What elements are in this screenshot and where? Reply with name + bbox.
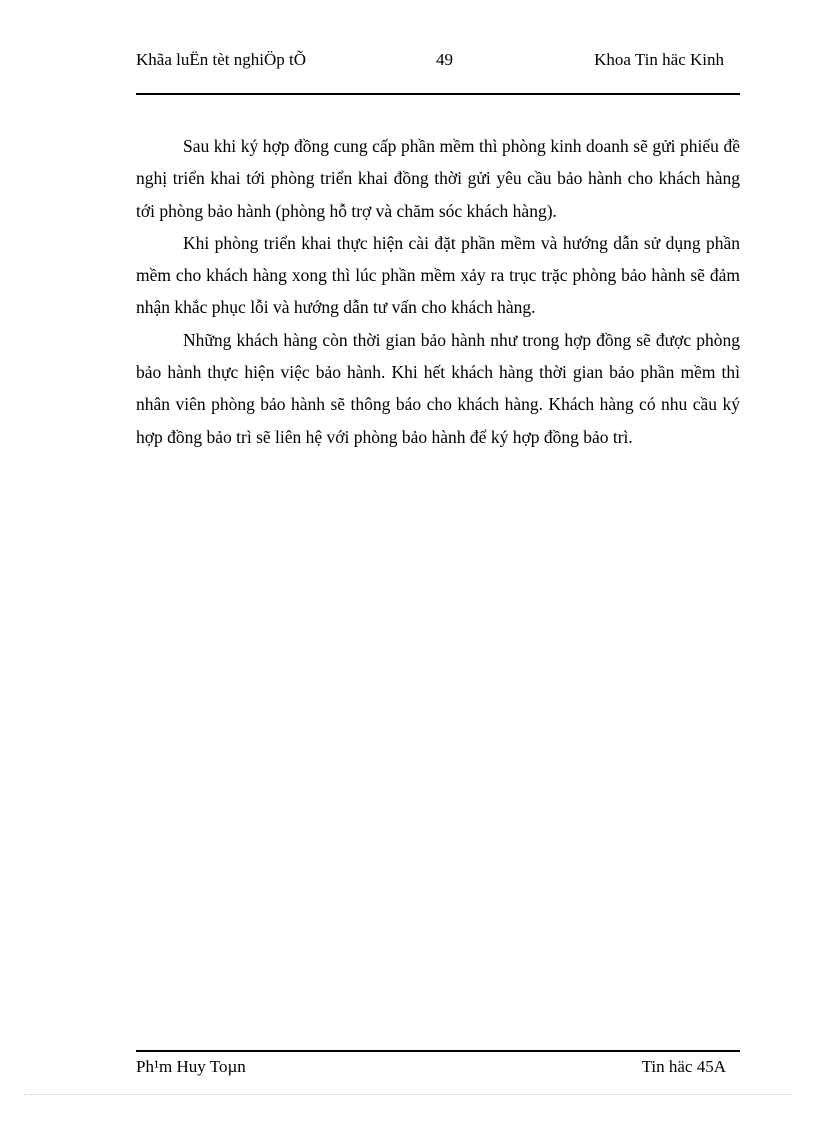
header-page-number: 49 xyxy=(436,50,453,69)
paragraph-3: Những khách hàng còn thời gian bảo hành như trong hợp đồng sẽ được phòng bảo hành thực hiện việc bảo hành. Khi hết khách hàng thời gian bảo phần mềm thì nhân viên phòng bảo hành sẽ thông báo cho khách hàng. Khách hàng có nhu cầu ký hợp đồng bảo trì sẽ liên hệ với phòng bảo hành để ký hợp đồng bảo trì. xyxy=(136,329,740,447)
page-header xyxy=(136,50,740,94)
body-text xyxy=(136,130,740,453)
page-edge-line xyxy=(24,1094,792,1095)
header-left-text: Khãa luËn tèt nghiÖp tÕ xyxy=(136,50,306,69)
paragraph-2: Khi phòng triển khai thực hiện cài đặt phần mềm và hướng dẫn sử dụng phần mềm cho khách hàng xong thì lúc phần mềm xảy ra trục trặc phòng bảo hành sẽ đảm nhận khắc phục lỗi và hướng dẫn tư vấn cho khách hàng. xyxy=(136,232,740,318)
header-divider xyxy=(136,93,740,95)
page-footer xyxy=(136,1056,740,1080)
paragraph-1: Sau khi ký hợp đồng cung cấp phần mềm thì phòng kinh doanh sẽ gửi phiếu đề nghị triển khai tới phòng triển khai đồng thời gửi yêu cầu bảo hành cho khách hàng tới phòng bảo hành (phòng hỗ trợ và chăm sóc khách hàng). xyxy=(136,136,740,221)
header-right-text: Khoa Tin häc Kinh xyxy=(594,50,724,69)
footer-divider xyxy=(136,1050,740,1052)
footer-left-text: Ph¹m Huy Toµn xyxy=(136,1057,246,1076)
footer-right-text: Tin häc 45A xyxy=(641,1057,726,1076)
